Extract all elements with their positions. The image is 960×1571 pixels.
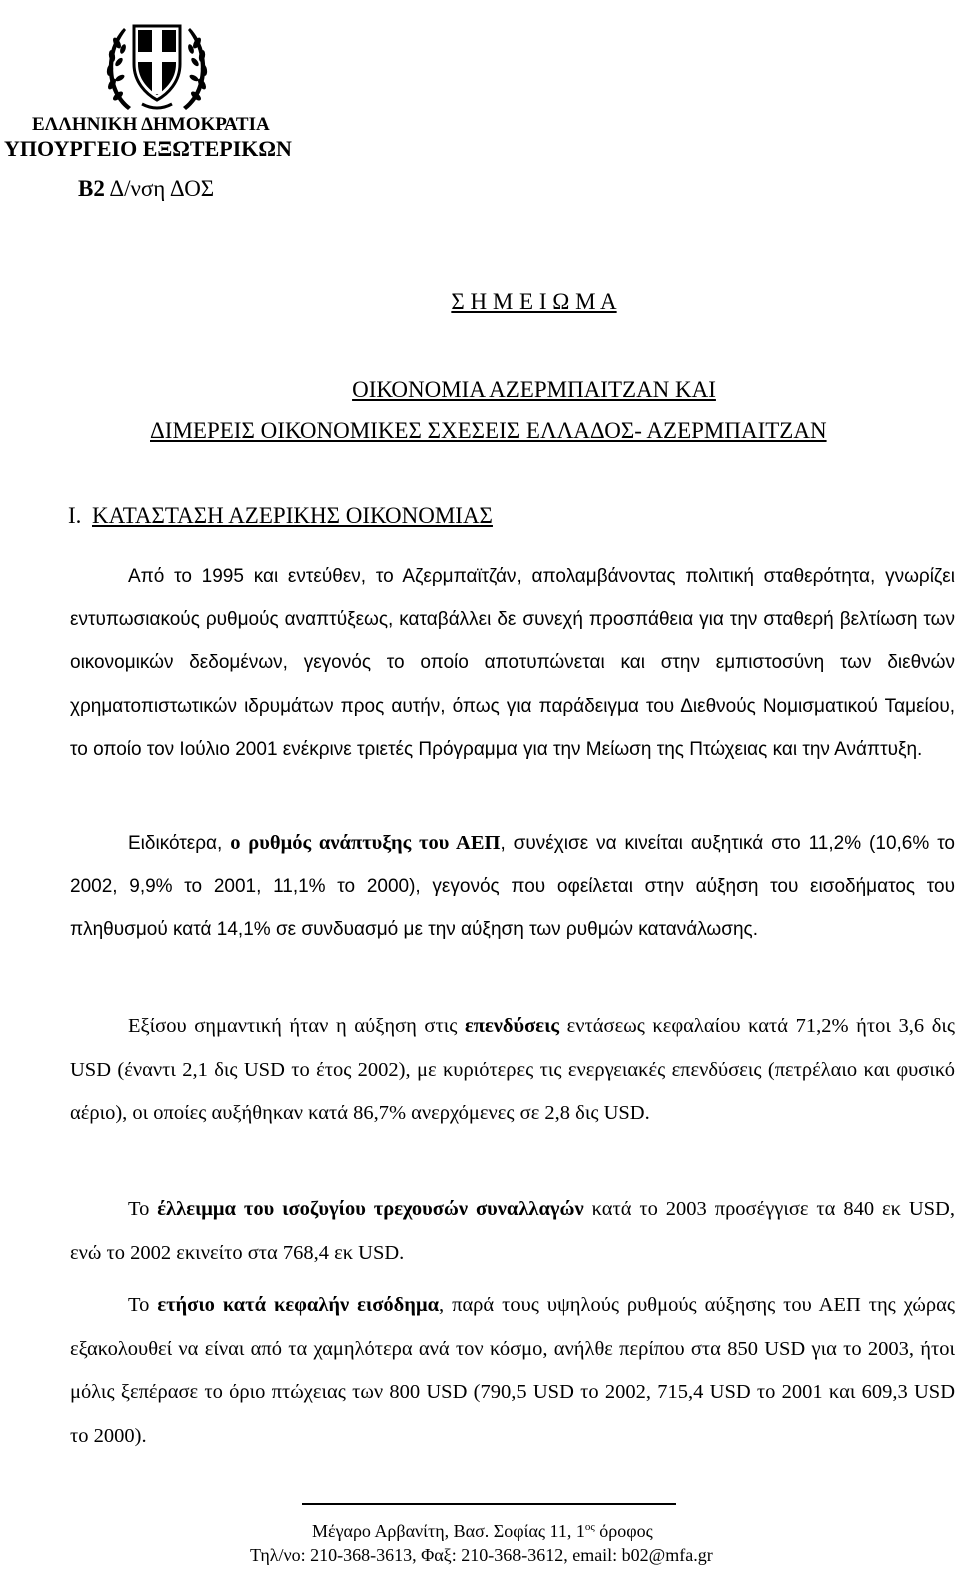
title-line-2: ΔΙΜΕΡΕΙΣ ΟΙΚΟΝΟΜΙΚΕΣ ΣΧΕΣΕΙΣ ΕΛΛΑΔΟΣ- ΑΖΕΡΜΠΑΙΤΖΑΝ — [150, 418, 827, 443]
paragraph-text: Το — [128, 1294, 150, 1316]
title-line-1: ΟΙΚΟΝΟΜΙΑ ΑΖΕΡΜΠΑΙΤΖΑΝ ΚΑΙ — [352, 377, 716, 402]
header-ministry: ΥΠΟΥΡΓΕΙΟ ΕΞΩΤΕΡΙΚΩΝ — [4, 136, 292, 161]
footer-contact: Τηλ/νο: 210-368-3613, Φαξ: 210-368-3612, email: b02@mfa.gr — [250, 1545, 713, 1565]
paragraph-text: Εξίσου σημαντική ήταν η αύξηση στις — [128, 1015, 458, 1037]
highlight-investments: επενδύσεις — [464, 1015, 560, 1037]
paragraph-text: Ειδικότερα, — [128, 833, 223, 854]
dept-name: Δ/νση ΔΟΣ — [109, 176, 215, 201]
footer-address-superscript: ος — [584, 1521, 595, 1533]
paragraph-text: , παρά τους υψηλούς ρυθμούς αύξησης του ΑΕΠ της χώρας εξακολουθεί να είναι από τα χαμηλότερα ανά τον κόσμο, ανήλθε περίπου στα 850 USD για το 2003, ήτοι μόλις ξεπέρασε το όριο πτώχειας των 800 USD (790,5 USD το 2002, 715,4 USD το 2001 και 609,3 USD το 2000). — [70, 1294, 955, 1447]
highlight-per-capita-income: ετήσιο κατά κεφαλήν εισόδημα — [157, 1294, 440, 1316]
paragraph-text: , συνέχισε να κινείται αυξητικά στο 11,2% (10,6% το 2002, 9,9% το 2001, 11,1% το 2000), γεγονός που οφείλεται στην αύξηση του εισοδήματος του πληθυσμού κατά 14,1% σε συνδυασμό με την αύξηση των ρυθμών κατανάλωσης. — [70, 833, 955, 941]
paragraph-text: εντάσεως κεφαλαίου κατά 71,2% ήτοι 3,6 δις USD (έναντι 2,1 δις USD το έτος 2002), με κυριότερες τις ενεργειακές επενδύσεις (πετρέλαιο και φυσικό αέριο), οι οποίες αυξήθηκαν κατά 86,7% ανερχόμενες σε 2,8 δις USD. — [70, 1015, 955, 1124]
header-department — [78, 176, 214, 202]
highlight-current-account: έλλειμμα του ισοζυγίου τρεχουσών συναλλαγών — [157, 1198, 584, 1220]
footer-address — [312, 1521, 653, 1542]
paragraph-text: κατά το 2003 προσέγγισε τα 840 εκ USD, ενώ το 2002 εκινείτο στα 768,4 εκ USD. — [70, 1198, 955, 1264]
footer-address-text: Μέγαρο Αρβανίτη, Βασ. Σοφίας 11, 1 — [312, 1521, 585, 1541]
paragraph-text: Από το 1995 και εντεύθεν, το Αζερμπαϊτζάν, απολαμβάνοντας πολιτική σταθερότητα, γνωρίζει εντυπωσιακούς ρυθμούς αναπτύξεως, καταβάλλει δε συνεχή προσπάθεια για την σταθερή βελτίωση των οικονομικών δεδομένων, γεγονός το οποίο αποτυπώνεται και στην εμπιστοσύνη των διεθνών χρηματοπιστωτικών ιδρυμάτων προς αυτήν, όπως για παράδειγμα του Διεθνούς Νομισματικού Ταμείου, το οποίο τον Ιούλιο 2001 ενέκρινε τριετές Πρόγραμμα για την Μείωση της Πτώχειας και την Ανάπτυξη. — [70, 566, 955, 760]
greek-coat-of-arms-icon — [98, 12, 216, 116]
header-republic: ΕΛΛΗΝΙΚΗ ΔΗΜΟΚΡΑΤΙΑ — [32, 114, 270, 135]
paragraph-stability — [70, 555, 955, 771]
paragraph-text: Το — [128, 1198, 150, 1220]
paragraph-investments — [70, 1005, 955, 1136]
dept-code: Β2 — [78, 176, 105, 201]
footer-address-floor: όροφος — [594, 1521, 653, 1541]
paragraph-current-account — [70, 1188, 955, 1275]
document-type: Σ Η Μ Ε Ι Ω Μ Α — [451, 289, 617, 314]
section-number: Ι. — [68, 503, 82, 528]
paragraph-gdp-growth — [70, 822, 955, 952]
paragraph-per-capita-income — [70, 1284, 955, 1458]
footer-divider — [302, 1503, 676, 1505]
highlight-gdp-growth: ο ρυθμός ανάπτυξης του ΑΕΠ — [230, 832, 501, 854]
section-title: ΚΑΤΑΣΤΑΣΗ ΑΖΕΡΙΚΗΣ ΟΙΚΟΝΟΜΙΑΣ — [92, 503, 493, 528]
